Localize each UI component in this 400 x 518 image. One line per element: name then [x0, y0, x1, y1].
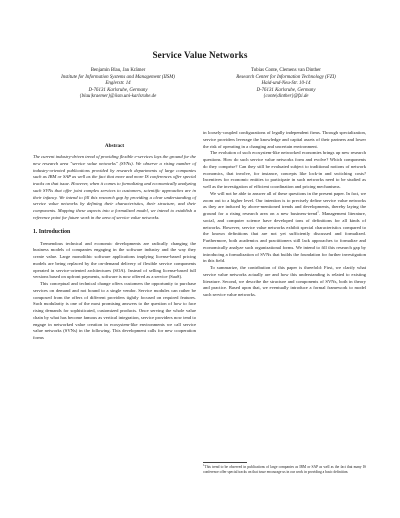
- author-city: D-76131 Karlsruhe, Germany: [256, 87, 316, 93]
- left-column: [33, 130, 196, 342]
- author-block-2: [196, 68, 376, 101]
- body-text: We will not be able to answer all of these questions in the present paper. In fact, we zoom out to a higher level. Our intention is to precisely define service value networks as they are induced by above-mentioned trends and developments, thereby laying the ground for a rising research area on a new business-trend: [203, 190, 366, 216]
- footnote: [203, 465, 366, 474]
- author-block-1: [28, 68, 208, 101]
- body-paragraph: Tremendous technical and economic developments are radically changing the business models of companies engaging in the software industry and the way they create value. Large monolithic software applications implying license-based pricing models are being replaced by the on-demand delivery of flexible service components operated in service-oriented architectures (SOA). Instead of selling license-based full versions based on upfront payments, software is now offered as a service (SaaS).: [33, 240, 196, 280]
- footnote-text: This trend to be observed in publications of large companies as IBM or SAP as well as the fact that many IS conference offer special tracks on that issue encourage us in our work in providing a basic definition.: [203, 465, 366, 474]
- author-names: Benjamin Blau, Jan Krämer: [90, 68, 146, 73]
- body-text: . Management literature, social, and computer science have developed tons of definitions for all kinds of networks. However, service value networks exhibit special characteristics compared to the known definitions that are not yet sufficiently discussed and formalized. Furthermore, both academics and practitioners still lack approaches to formalize and economically analyze such organizational forms. We intend to fill this research gap by introducing a formalization of SVNs that builds the foundation for further investigation in this field.: [203, 211, 366, 264]
- footnote-marker: 1: [317, 209, 319, 214]
- footnote-rule: [203, 462, 247, 463]
- author-institution: Institute for Information Systems and Management (IISM): [61, 74, 175, 80]
- author-names: Tobias Conte, Clemens van Dinther: [251, 68, 321, 73]
- author-institution: Research Center for Information Technology (FZI): [236, 74, 336, 80]
- author-email: {conte|dinther}@fzi.de: [263, 94, 309, 100]
- footnote-marker: 1: [203, 463, 205, 467]
- body-paragraph: This conceptual and technical change offers customers the opportunity to purchase services on demand and not bound to a single vendor. Service modules can rather be composed from the offers of different providers tightly focused on required features. Such modularity is one of the most promising answers to the question of how to face rising demands for sophisticated, customized products. Once serving the whole value chain by what has become famous as vertical integration, service providers now tend to engage in networked value creation in ecosystem-like environments we call service value networks (SVNs) in the following. This development calls for new cooperation forms: [33, 281, 196, 340]
- body-paragraph: To summarize, the contribution of this paper is threefold: First, we clarify what service value networks actually are and how this understanding is related to existing literature. Second, we describe the structure and components of SVNs, both in theory and practice. Based upon that, we eventually introduce a formal framework to model such service value networks.: [203, 265, 366, 297]
- body-paragraph: [203, 191, 366, 265]
- body-paragraph: in loosely-coupled configurations of legally independent firms. Through specialization, service providers leverage the knowledge and capital assets of their partners and lower the risk of operating in a changing and uncertain environment.: [203, 130, 366, 149]
- author-street: Englerstr. 14: [105, 81, 131, 87]
- section-heading: 1. Introduction: [33, 228, 71, 235]
- right-column: [203, 130, 366, 299]
- author-email: {blau|kraemer}@iism.uni-karlsruhe.de: [79, 94, 157, 100]
- author-city: D-76131 Karlsruhe, Germany: [88, 87, 148, 93]
- body-paragraph: The evolution of such ecosystem-like networked economies brings up new research questions. How do such service value networks form and evolve? Which components do they comprise? Can they still be evaluated subject to traditional notions of network economics, that involve, for instance, concepts like lock-in and switching costs? Incentives for economic entities to participate in such networks need to be studied as well as the investigation of efficient coordination and pricing mechanisms.: [203, 150, 366, 189]
- abstract-text: The current industry-driven trend of providing flexible e-services lays the ground for the new research area "service value networks" (SVNs). We observe a rising number of industry-oriented publications provided by research departments of large companies such as IBM or SAP as well as the fact that more and more IS conferences offer special tracks on that issue. However, when it comes to formalizing and economically analyzing such SVNs that offer joint complex services to customers, scientific approaches are in their infancy. We intend to fill this research gap by providing a clear understanding of service value networks by defining their characteristics, their structure, and their components. Mapping these aspects into a formalized model, we intend to establish a reference point for future work in the area of service value networks.: [33, 154, 196, 220]
- paper-title: Service Value Networks: [152, 50, 248, 60]
- abstract-heading: Abstract: [104, 143, 125, 149]
- author-street: Haid-und-Neu-Str. 10-14: [261, 81, 311, 87]
